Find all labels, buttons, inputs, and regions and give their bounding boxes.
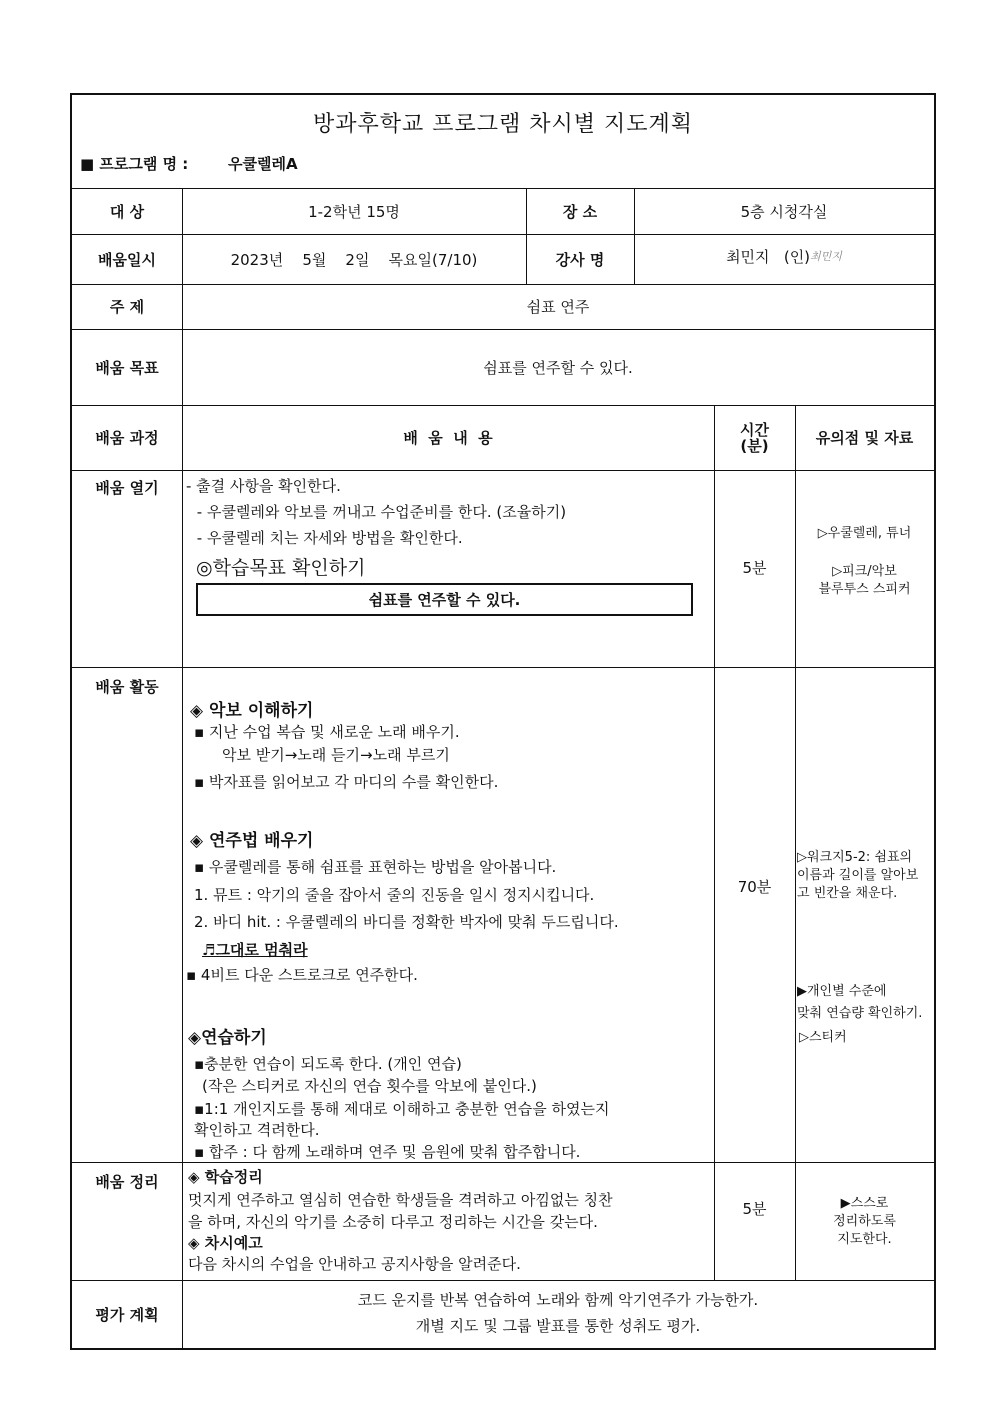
open-note-1: ▷우쿨렐레, 튜너 xyxy=(817,526,912,541)
place-value: 5층 시청각실 xyxy=(740,202,828,221)
activity-line-4: ▪ 우쿨렐레를 통해 쉼표를 표현하는 방법을 알아봅니다. xyxy=(194,858,557,876)
activity-note-1c: 고 빈칸을 채운다. xyxy=(797,886,898,901)
evaluation-line-1: 코드 운지를 반복 연습하여 노래와 함께 악기연주가 가능한가. xyxy=(357,1291,759,1309)
activity-line-6: 2. 바디 hit. : 우쿨렐레의 바디를 정확한 박자에 맞춰 두드립니다. xyxy=(194,913,619,931)
summary-heading-1: ◈ 학습정리 xyxy=(188,1168,263,1186)
topic-value: 쉼표 연주 xyxy=(526,298,590,316)
date-value: 2023년 5월 2일 목요일(7/10) xyxy=(230,250,478,269)
teacher-value: 최민지 (인) xyxy=(726,247,811,266)
place-label: 장 소 xyxy=(562,202,598,221)
evaluation-line-2: 개별 지도 및 그룹 발표를 통한 성취도 평가. xyxy=(415,1317,701,1335)
open-goal-heading: ◎학습목표 확인하기 xyxy=(196,557,366,579)
activity-line-8: ▪충분한 연습이 되도록 한다. (개인 연습) xyxy=(194,1055,462,1073)
lesson-plan-document xyxy=(70,93,936,1350)
activity-heading-3: ◈연습하기 xyxy=(188,1028,267,1048)
program-name: 우쿨렐레A xyxy=(228,155,298,173)
activity-line-9: (작은 스티커로 자신의 연습 횟수를 악보에 붙인다.) xyxy=(202,1077,537,1095)
target-value: 1-2학년 15명 xyxy=(308,202,400,221)
teacher-signature: 최민지 xyxy=(810,250,842,263)
evaluation-label: 평가 계획 xyxy=(95,1305,159,1324)
activity-line-7: ▪ 4비트 다운 스트로크로 연주한다. xyxy=(186,966,418,984)
summary-note-1: ▶스스로 xyxy=(840,1196,889,1211)
activity-line-3: ▪ 박자표를 읽어보고 각 마디의 수를 확인한다. xyxy=(194,773,499,791)
summary-note-2: 정리하도록 xyxy=(833,1214,896,1229)
activity-line-1: ▪ 지난 수업 복습 및 새로운 노래 배우기. xyxy=(194,723,460,741)
open-line-1: - 출결 사항을 확인한다. xyxy=(186,477,341,495)
topic-label: 주 제 xyxy=(109,298,145,316)
summary-line-1: 멋지게 연주하고 열심히 연습한 학생들을 격려하고 아낌없는 칭찬 xyxy=(188,1191,613,1209)
col-time xyxy=(714,405,795,470)
open-time: 5분 xyxy=(742,558,767,577)
summary-line-3: 다음 차시의 수업을 안내하고 공지사항을 알려준다. xyxy=(188,1255,521,1273)
page-title: 방과후학교 프로그램 차시별 지도계획 xyxy=(312,112,693,137)
activity-time: 70분 xyxy=(737,877,772,896)
activity-heading-1: ◈ 악보 이해하기 xyxy=(190,701,314,721)
col-time-line2: (분) xyxy=(740,436,769,455)
col-time-line1: 시간 xyxy=(740,420,769,439)
summary-note-3: 지도한다. xyxy=(837,1232,892,1247)
activity-note-2b: 맞춰 연습량 확인하기. xyxy=(797,1006,923,1021)
teacher-cell xyxy=(634,241,934,271)
program-label: ■ 프로그램 명 : xyxy=(80,155,189,173)
open-note-2a: ▷피크/악보 xyxy=(832,564,897,579)
activity-note-1a: ▷워크지5-2: 쉼표의 xyxy=(797,850,913,865)
open-label: 배움 열기 xyxy=(95,478,159,497)
open-note-2b: 블루투스 스피커 xyxy=(818,582,911,597)
activity-note-1b: 이름과 길이를 알아보 xyxy=(797,868,919,883)
activity-line-11: 확인하고 격려한다. xyxy=(194,1121,320,1139)
target-label: 대 상 xyxy=(109,202,145,221)
summary-label: 배움 정리 xyxy=(95,1172,159,1191)
activity-heading-2: ◈ 연주법 배우기 xyxy=(190,831,314,851)
activity-line-12: ▪ 합주 : 다 함께 노래하며 연주 및 음원에 맞춰 합주합니다. xyxy=(194,1143,581,1161)
col-process: 배움 과정 xyxy=(95,429,159,447)
goal-value: 쉼표를 연주할 수 있다. xyxy=(483,358,633,377)
activity-song: ♬그대로 멈춰라 xyxy=(202,941,308,959)
summary-line-2: 을 하며, 자신의 악기를 소중히 다루고 정리하는 시간을 갖는다. xyxy=(188,1213,598,1231)
activity-note-3: ▷스티커 xyxy=(799,1030,847,1045)
activity-note-2a: ▶개인별 수준에 xyxy=(797,984,887,999)
activity-line-10: ▪1:1 개인지도를 통해 제대로 이해하고 충분한 연습을 하였는지 xyxy=(194,1100,610,1118)
open-goal-box: 쉼표를 연주할 수 있다. xyxy=(196,583,693,616)
col-content: 배 움 내 용 xyxy=(403,429,493,447)
activity-label: 배움 활동 xyxy=(95,677,159,696)
col-notes: 유의점 및 자료 xyxy=(815,429,914,447)
summary-heading-2: ◈ 차시예고 xyxy=(188,1234,263,1252)
open-line-2: - 우쿨렐레와 악보를 꺼내고 수업준비를 한다. (조율하기) xyxy=(192,503,567,521)
date-label: 배움일시 xyxy=(98,250,156,269)
activity-line-5: 1. 뮤트 : 악기의 줄을 잡아서 줄의 진동을 일시 정지시킵니다. xyxy=(194,886,595,904)
activity-line-2: 악보 받기→노래 듣기→노래 부르기 xyxy=(222,746,450,764)
teacher-label: 강사 명 xyxy=(555,250,605,269)
goal-label: 배움 목표 xyxy=(95,358,159,377)
open-line-3: - 우쿨렐레 치는 자세와 방법을 확인한다. xyxy=(192,529,463,547)
summary-time: 5분 xyxy=(742,1199,767,1218)
